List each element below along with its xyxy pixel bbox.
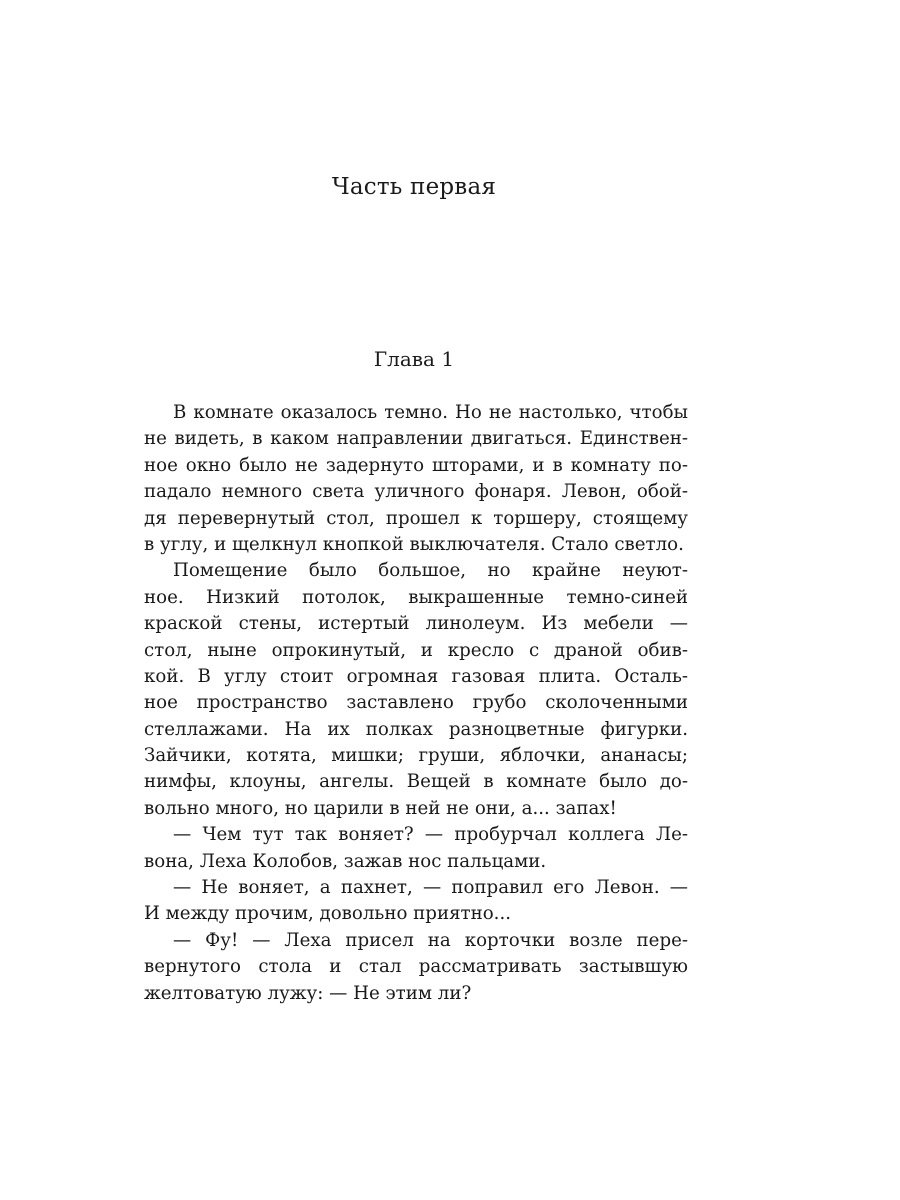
dialogue-paragraph [144, 822, 688, 875]
text-line: краской стены, истертый линолеум. Из мебели — [144, 613, 688, 635]
text-line: — Чем тут так воняет? — пробурчал коллега Ле- [173, 824, 688, 846]
text-line: не видеть, в каком направлении двигаться. Единствен- [144, 428, 688, 450]
part-title: Часть первая [331, 174, 497, 200]
text-line: И между прочим, довольно приятно... [144, 903, 512, 925]
text-line: вернутого стола и стал рассматривать застывшую [144, 956, 688, 978]
paragraph [144, 400, 688, 558]
text-line: ное окно было не задернуто шторами, и в комнату по- [144, 454, 688, 476]
text-line: кой. В углу стоит огромная газовая плита. Осталь- [144, 665, 688, 687]
text-line: — Не воняет, а пахнет, — поправил его Левон. — [173, 877, 688, 899]
text-line: вона, Леха Колобов, зажав нос пальцами. [144, 850, 547, 872]
dialogue-paragraph [144, 928, 688, 1007]
text-line: стол, ныне опрокинутый, и кресло с драной обив- [144, 639, 688, 661]
text-line: ное пространство заставлено грубо сколоченными [144, 692, 688, 714]
paragraph [144, 558, 688, 822]
text-line: — Фу! — Леха присел на корточки возле пере- [173, 929, 688, 951]
text-line: нимфы, клоуны, ангелы. Вещей в комнате было до- [144, 771, 688, 793]
dialogue-paragraph [144, 875, 688, 928]
text-line: желтоватую лужу: — Не этим ли? [144, 982, 472, 1004]
text-line: Помещение было большое, но крайне неуют- [173, 560, 688, 582]
text-line: Зайчики, котята, мишки; груши, яблочки, ананасы; [144, 745, 688, 767]
text-line: дя перевернутый стол, прошел к торшеру, стоящему [144, 507, 688, 529]
text-line: стеллажами. На их полках разноцветные фигурки. [144, 718, 688, 740]
chapter-title: Глава 1 [373, 347, 455, 371]
text-line: В комнате оказалось темно. Но не настолько, чтобы [173, 402, 688, 423]
chapter-body [144, 400, 688, 1007]
text-line: вольно много, но царили в ней не они, а... запах! [144, 797, 617, 819]
text-line: в углу, и щелкнул кнопкой выключателя. Стало светло. [144, 533, 684, 555]
text-line: падало немного света уличного фонаря. Левон, обой- [144, 481, 688, 503]
text-line: ное. Низкий потолок, выкрашенные темно-синей [144, 586, 688, 608]
